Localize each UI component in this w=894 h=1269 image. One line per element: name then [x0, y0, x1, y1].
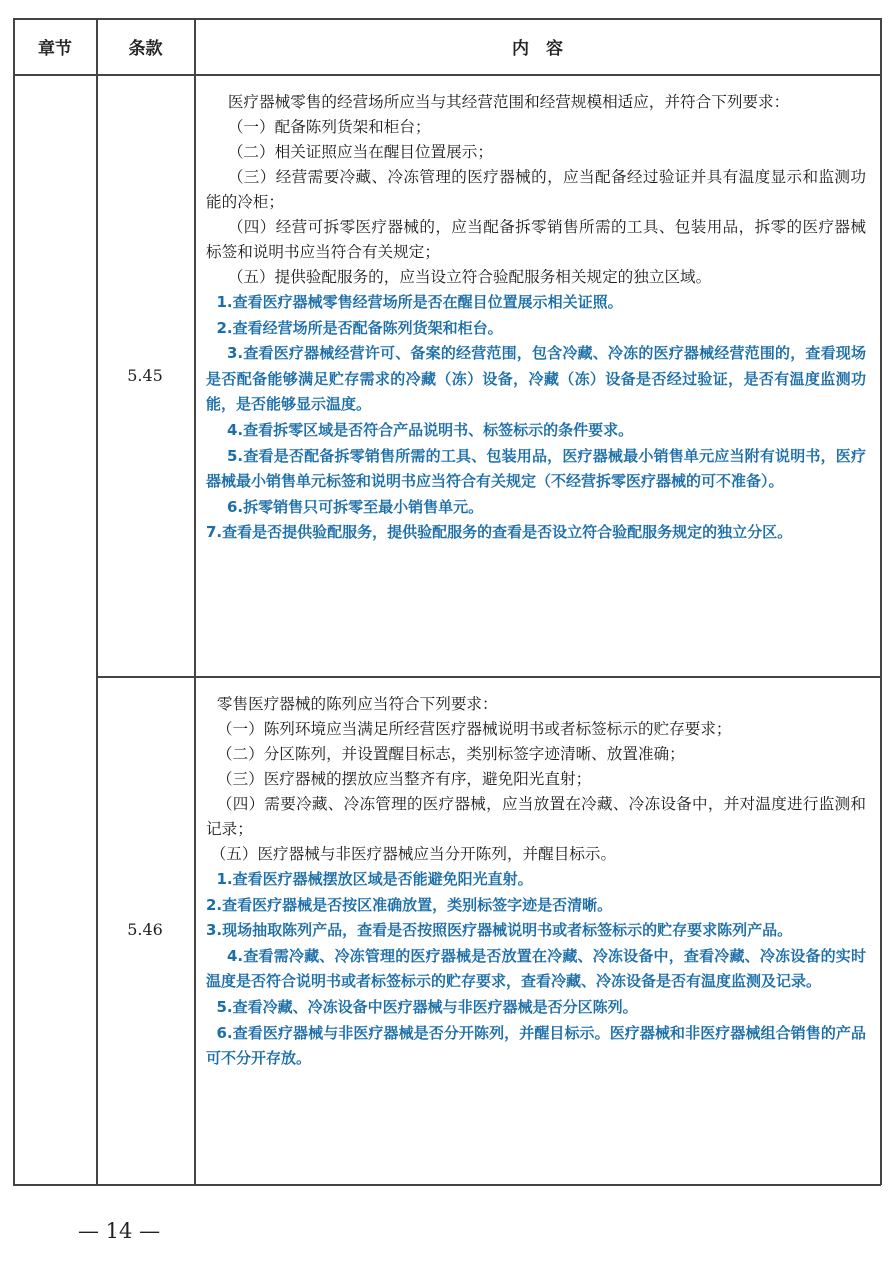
inspection-item: 6.查看医疗器械与非医疗器械是否分开陈列，并醒目标示。医疗器械和非医疗器械组合销售的产品可不分开存放。 — [206, 1023, 866, 1068]
inspection-item: 4.查看需冷藏、冷冻管理的医疗器械是否放置在冷藏、冷冻设备中，查看冷藏、冷冻设备的实时温度是否符合说明书或者标签标示的贮存要求，查看冷藏、冷冻设备是否有温度监测及记录。 — [206, 946, 866, 991]
requirement-item: （二）分区陈列，并设置醒目标志，类别标签字迹清晰、放置准确； — [216, 745, 685, 763]
row-divider — [97, 676, 881, 678]
header-chapter: 章节 — [38, 38, 72, 59]
inspection-item: 5.查看是否配备拆零销售所需的工具、包装用品，医疗器械最小销售单元应当附有说明书，医疗器械最小销售单元标签和说明书应当符合有关规定（不经营拆零医疗器械的可不准备）。 — [206, 446, 866, 491]
column-divider-chapter — [96, 18, 98, 1185]
inspection-item: 5.查看冷藏、冷冻设备中医疗器械与非医疗器械是否分区陈列。 — [216, 997, 638, 1016]
requirement-item: （四）经营可拆零医疗器械的，应当配备拆零销售所需的工具、包装用品，拆零的医疗器械标签和说明书应当符合有关规定； — [206, 218, 866, 261]
clause-number: 5.46 — [127, 920, 163, 939]
inspection-item: 4.查看拆零区域是否符合产品说明书、标签标示的条件要求。 — [227, 420, 634, 439]
table-border-left — [13, 18, 15, 1185]
requirement-item: （三）经营需要冷藏、冷冻管理的医疗器械的，应当配备经过验证并具有温度显示和监测功能的冷柜； — [206, 168, 866, 211]
requirement-item: （二）相关证照应当在醒目位置展示； — [227, 143, 493, 161]
requirement-item: （四）需要冷藏、冷冻管理的医疗器械，应当放置在冷藏、冷冻设备中，并对温度进行监测和记录； — [206, 795, 866, 838]
table-border-bottom — [13, 1184, 881, 1186]
column-divider-clause — [194, 18, 196, 1185]
requirement-item: （一）配备陈列货架和柜台； — [227, 118, 431, 136]
header-divider — [13, 74, 881, 76]
requirement-item: （三）医疗器械的摆放应当整齐有序，避免阳光直射； — [216, 770, 592, 788]
inspection-item: 2.查看医疗器械是否按区准确放置，类别标签字迹是否清晰。 — [206, 895, 613, 914]
inspection-item: 1.查看医疗器械零售经营场所是否在醒目位置展示相关证照。 — [216, 293, 623, 311]
header-content: 内 容 — [512, 38, 563, 59]
requirement-text: 医疗器械零售的经营场所应当与其经营范围和经营规模相适应，并符合下列要求： — [227, 93, 790, 111]
inspection-item: 7.查看是否提供验配服务，提供验配服务的查看是否设立符合验配服务规定的独立分区。 — [206, 523, 793, 542]
inspection-item: 3.现场抽取陈列产品，查看是否按照医疗器械说明书或者标签标示的贮存要求陈列产品。 — [206, 921, 793, 940]
clause-content — [206, 90, 866, 546]
requirement-text: 零售医疗器械的陈列应当符合下列要求： — [216, 695, 498, 713]
inspection-item: 2.查看经营场所是否配备陈列货架和柜台。 — [216, 318, 503, 337]
clause-number: 5.45 — [127, 366, 163, 385]
requirement-item: （一）陈列环境应当满足所经营医疗器械说明书或者标签标示的贮存要求； — [216, 720, 732, 738]
page-number: — 14 — — [78, 1219, 161, 1243]
inspection-item: 3.查看医疗器械经营许可、备案的经营范围，包含冷藏、冷冻的医疗器械经营范围的，查看现场是否配备能够满足贮存需求的冷藏（冻）设备，冷藏（冻）设备是否经过验证，是否有温度监测功能，是否能够显示温度。 — [206, 344, 866, 414]
requirement-item: （五）提供验配服务的，应当设立符合验配服务相关规定的独立区域。 — [227, 268, 712, 286]
header-clause: 条款 — [128, 38, 163, 59]
inspection-item: 6.拆零销售只可拆零至最小销售单元。 — [227, 497, 484, 516]
clause-content — [206, 692, 866, 1072]
table-border-right — [880, 18, 882, 1185]
inspection-item: 1.查看医疗器械摆放区域是否能避免阳光直射。 — [216, 870, 533, 888]
requirement-item: （五）医疗器械与非医疗器械应当分开陈列，并醒目标示。 — [210, 845, 617, 863]
